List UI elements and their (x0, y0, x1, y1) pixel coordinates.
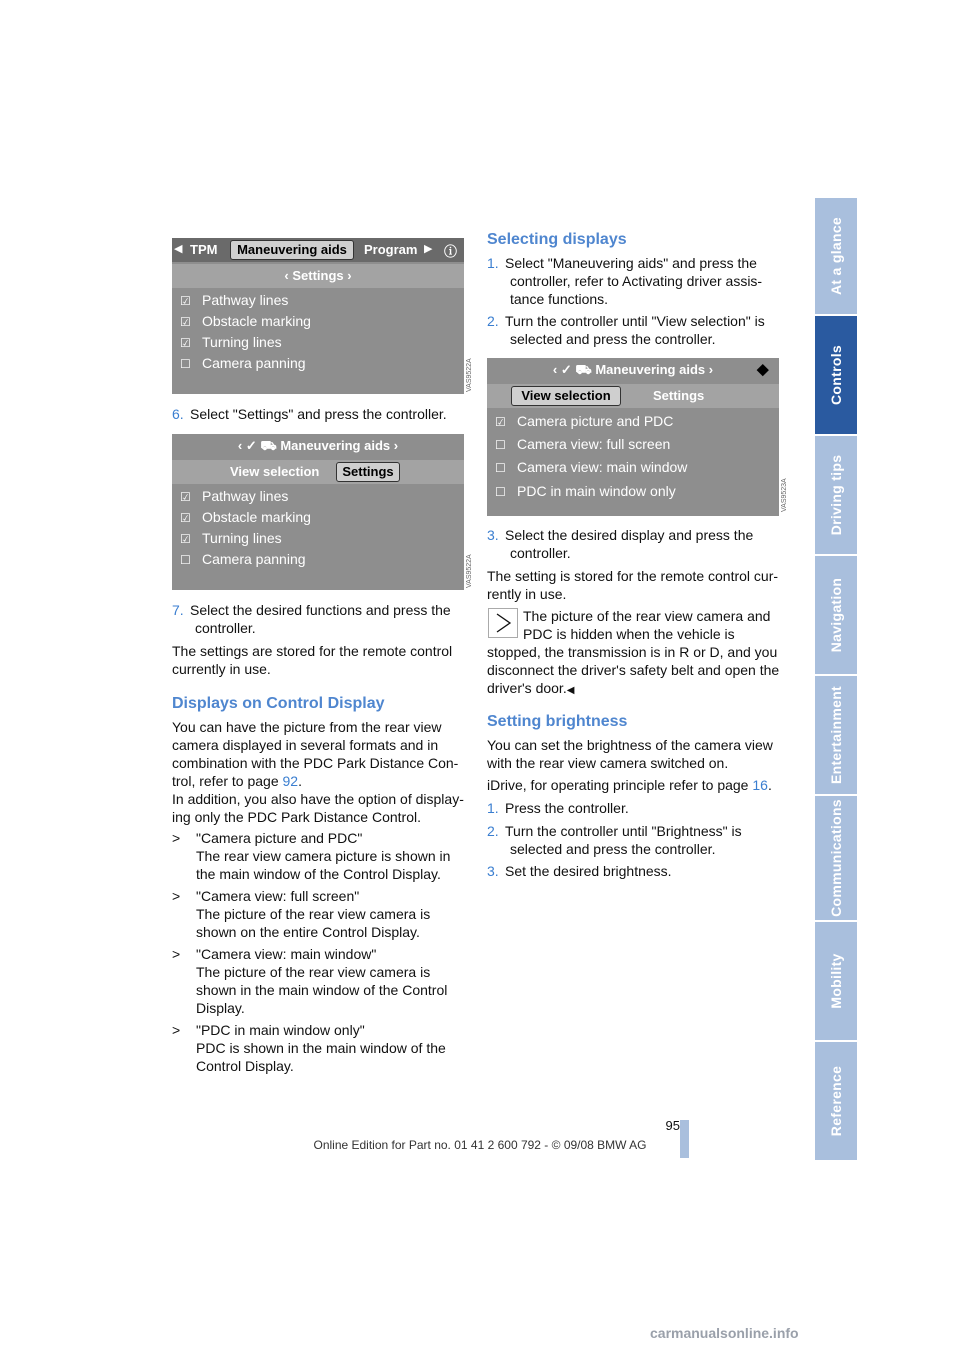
screen-settings-tpm (172, 238, 464, 394)
list-item: > "PDC in main window only" PDC is shown in the main window of the Control Display. (172, 1022, 446, 1074)
screen-item: ☐ PDC in main window only (495, 483, 676, 499)
tab-maneuvering-aids: Maneuvering aids (230, 240, 354, 260)
stored-note: The settings are stored for the remote control currently in use. (172, 643, 453, 677)
tab-communications[interactable]: Communications (815, 796, 857, 920)
radio-icon: ☑ (495, 415, 506, 429)
figure-code: VAS9523A (781, 478, 788, 512)
checkbox-icon: ☑ (180, 511, 191, 525)
step-7: 7. Select the desired functions and press the controller. (172, 602, 451, 636)
screen-title: ‹ ✓ ⛟ Maneuvering aids › (237, 438, 399, 453)
checkbox-icon: ☐ (180, 553, 191, 567)
tab-program: Program (364, 242, 418, 257)
displays-intro: You can have the picture from the rear view camera displayed in several formats and in combination with the PDC Park Distance Con- trol, refer to page 92. In addition, you also have the option of display- ing only the PDC Park Distance Control. (172, 719, 464, 825)
checkbox-icon: ☑ (180, 336, 191, 350)
brightness-intro: You can set the brightness of the camera view with the rear view camera switched on. (487, 737, 773, 771)
tab-view-selection: View selection (230, 464, 320, 479)
tab-mobility[interactable]: Mobility (815, 922, 857, 1040)
tab-tpm: TPM (190, 242, 218, 257)
screen-item: ☑ Obstacle marking (180, 509, 311, 525)
heading-displays: Displays on Control Display (172, 695, 385, 712)
screen-title-bar (172, 434, 464, 458)
tab-at-a-glance[interactable]: At a glance (815, 198, 857, 314)
screen-tab-bar (172, 238, 464, 262)
tab-driving-tips[interactable]: Driving tips (815, 436, 857, 554)
brightness-step-2: 2. Turn the controller until "Brightness" is selected and press the controller. (487, 823, 742, 857)
screen-title: ‹ ✓ ⛟ Maneuvering aids › (552, 362, 714, 377)
checkbox-icon: ☑ (180, 490, 191, 504)
screen-tab-bar (487, 384, 779, 408)
screen-item: ☑ Pathway lines (180, 292, 289, 308)
screen-item: ☑ Turning lines (180, 334, 282, 350)
screen-item: ☐ Camera view: main window (495, 459, 688, 475)
tab-settings: Settings (336, 462, 400, 482)
footer-text: Online Edition for Part no. 01 41 2 600 792 - © 09/08 BMW AG (313, 1138, 647, 1152)
screen-settings-view (172, 434, 464, 590)
note-text-head: The picture of the rear view camera and PDC is hidden when the vehicle is (523, 608, 771, 642)
checkbox-icon: ☑ (180, 532, 191, 546)
heading-selecting-displays: Selecting displays (487, 231, 627, 248)
select-step-3: 3. Select the desired display and press the controller. (487, 527, 754, 561)
checkbox-icon: ☐ (180, 357, 191, 371)
idrive-reference: iDrive, for operating principle refer to page 16. (487, 777, 772, 793)
tab-navigation[interactable]: Navigation (815, 556, 857, 674)
tab-view-selection: View selection (511, 386, 621, 406)
controller-knob-icon: ◆ (757, 361, 769, 378)
screen-item: ☑ Turning lines (180, 530, 282, 546)
screen-item: ☐ Camera panning (180, 355, 306, 371)
page-number: 95 (665, 1118, 680, 1133)
tab-entertainment[interactable]: Entertainment (815, 676, 857, 794)
screen-item: ☑ Obstacle marking (180, 313, 311, 329)
screen-item: ☑ Camera picture and PDC (495, 413, 674, 429)
list-item: > "Camera picture and PDC" The rear view camera picture is shown in the main window of the Control Display. (172, 830, 451, 882)
radio-icon: ☐ (495, 461, 506, 475)
heading-setting-brightness: Setting brightness (487, 713, 628, 730)
forward-arrow-icon: ▶ (424, 243, 433, 255)
screen-item: ☐ Camera view: full screen (495, 436, 671, 452)
screen-view-selection (487, 358, 779, 516)
list-item: > "Camera view: main window" The picture of the rear view camera is shown in the main window of the Control Display. (172, 946, 448, 1016)
checkbox-icon: ☑ (180, 294, 191, 308)
radio-icon: ☐ (495, 438, 506, 452)
list-item: > "Camera view: full screen" The picture of the rear view camera is shown on the entire Control Display. (172, 888, 431, 940)
note-arrow-icon (488, 608, 518, 638)
figure-code: VAS9522A (466, 554, 473, 588)
info-icon: ⓘ (444, 244, 458, 259)
brightness-step-1: 1. Press the controller. (487, 800, 629, 816)
select-step-1: 1. Select "Maneuvering aids" and press the controller, refer to Activating driver assis- tance functions. (487, 255, 763, 307)
tab-settings: Settings (653, 388, 705, 403)
page-link-92[interactable]: 92 (282, 773, 299, 789)
screen-tab-bar (172, 460, 464, 484)
screen-item: ☑ Pathway lines (180, 488, 289, 504)
screen-subtitle-bar (172, 264, 464, 288)
tab-reference[interactable]: Reference (815, 1042, 857, 1160)
brightness-step-3: 3. Set the desired brightness. (487, 863, 672, 879)
select-stored-note: The setting is stored for the remote control cur- rently in use. (487, 568, 779, 602)
screen-item: ☐ Camera panning (180, 551, 306, 567)
screen-title-bar (487, 358, 779, 382)
back-arrow-icon: ◀ (174, 243, 183, 255)
figure-code: VAS9522A (466, 358, 473, 392)
chapter-tabs (815, 198, 857, 1160)
screen-subtitle: ‹ Settings › (284, 268, 352, 283)
select-step-2: 2. Turn the controller until "View selection" is selected and press the controller. (487, 313, 765, 347)
page-link-16[interactable]: 16 (752, 777, 768, 793)
tab-controls[interactable]: Controls (815, 316, 857, 434)
checkbox-icon: ☑ (180, 315, 191, 329)
step-6: 6. Select "Settings" and press the controller. (172, 406, 447, 422)
radio-icon: ☐ (495, 485, 506, 499)
end-mark-icon: ◀ (566, 685, 575, 696)
watermark: carmanualsonline.info (650, 1325, 799, 1341)
note-text-body: stopped, the transmission is in R or D, and you disconnect the driver's safety belt and open the driver's door.◀ (487, 644, 780, 696)
